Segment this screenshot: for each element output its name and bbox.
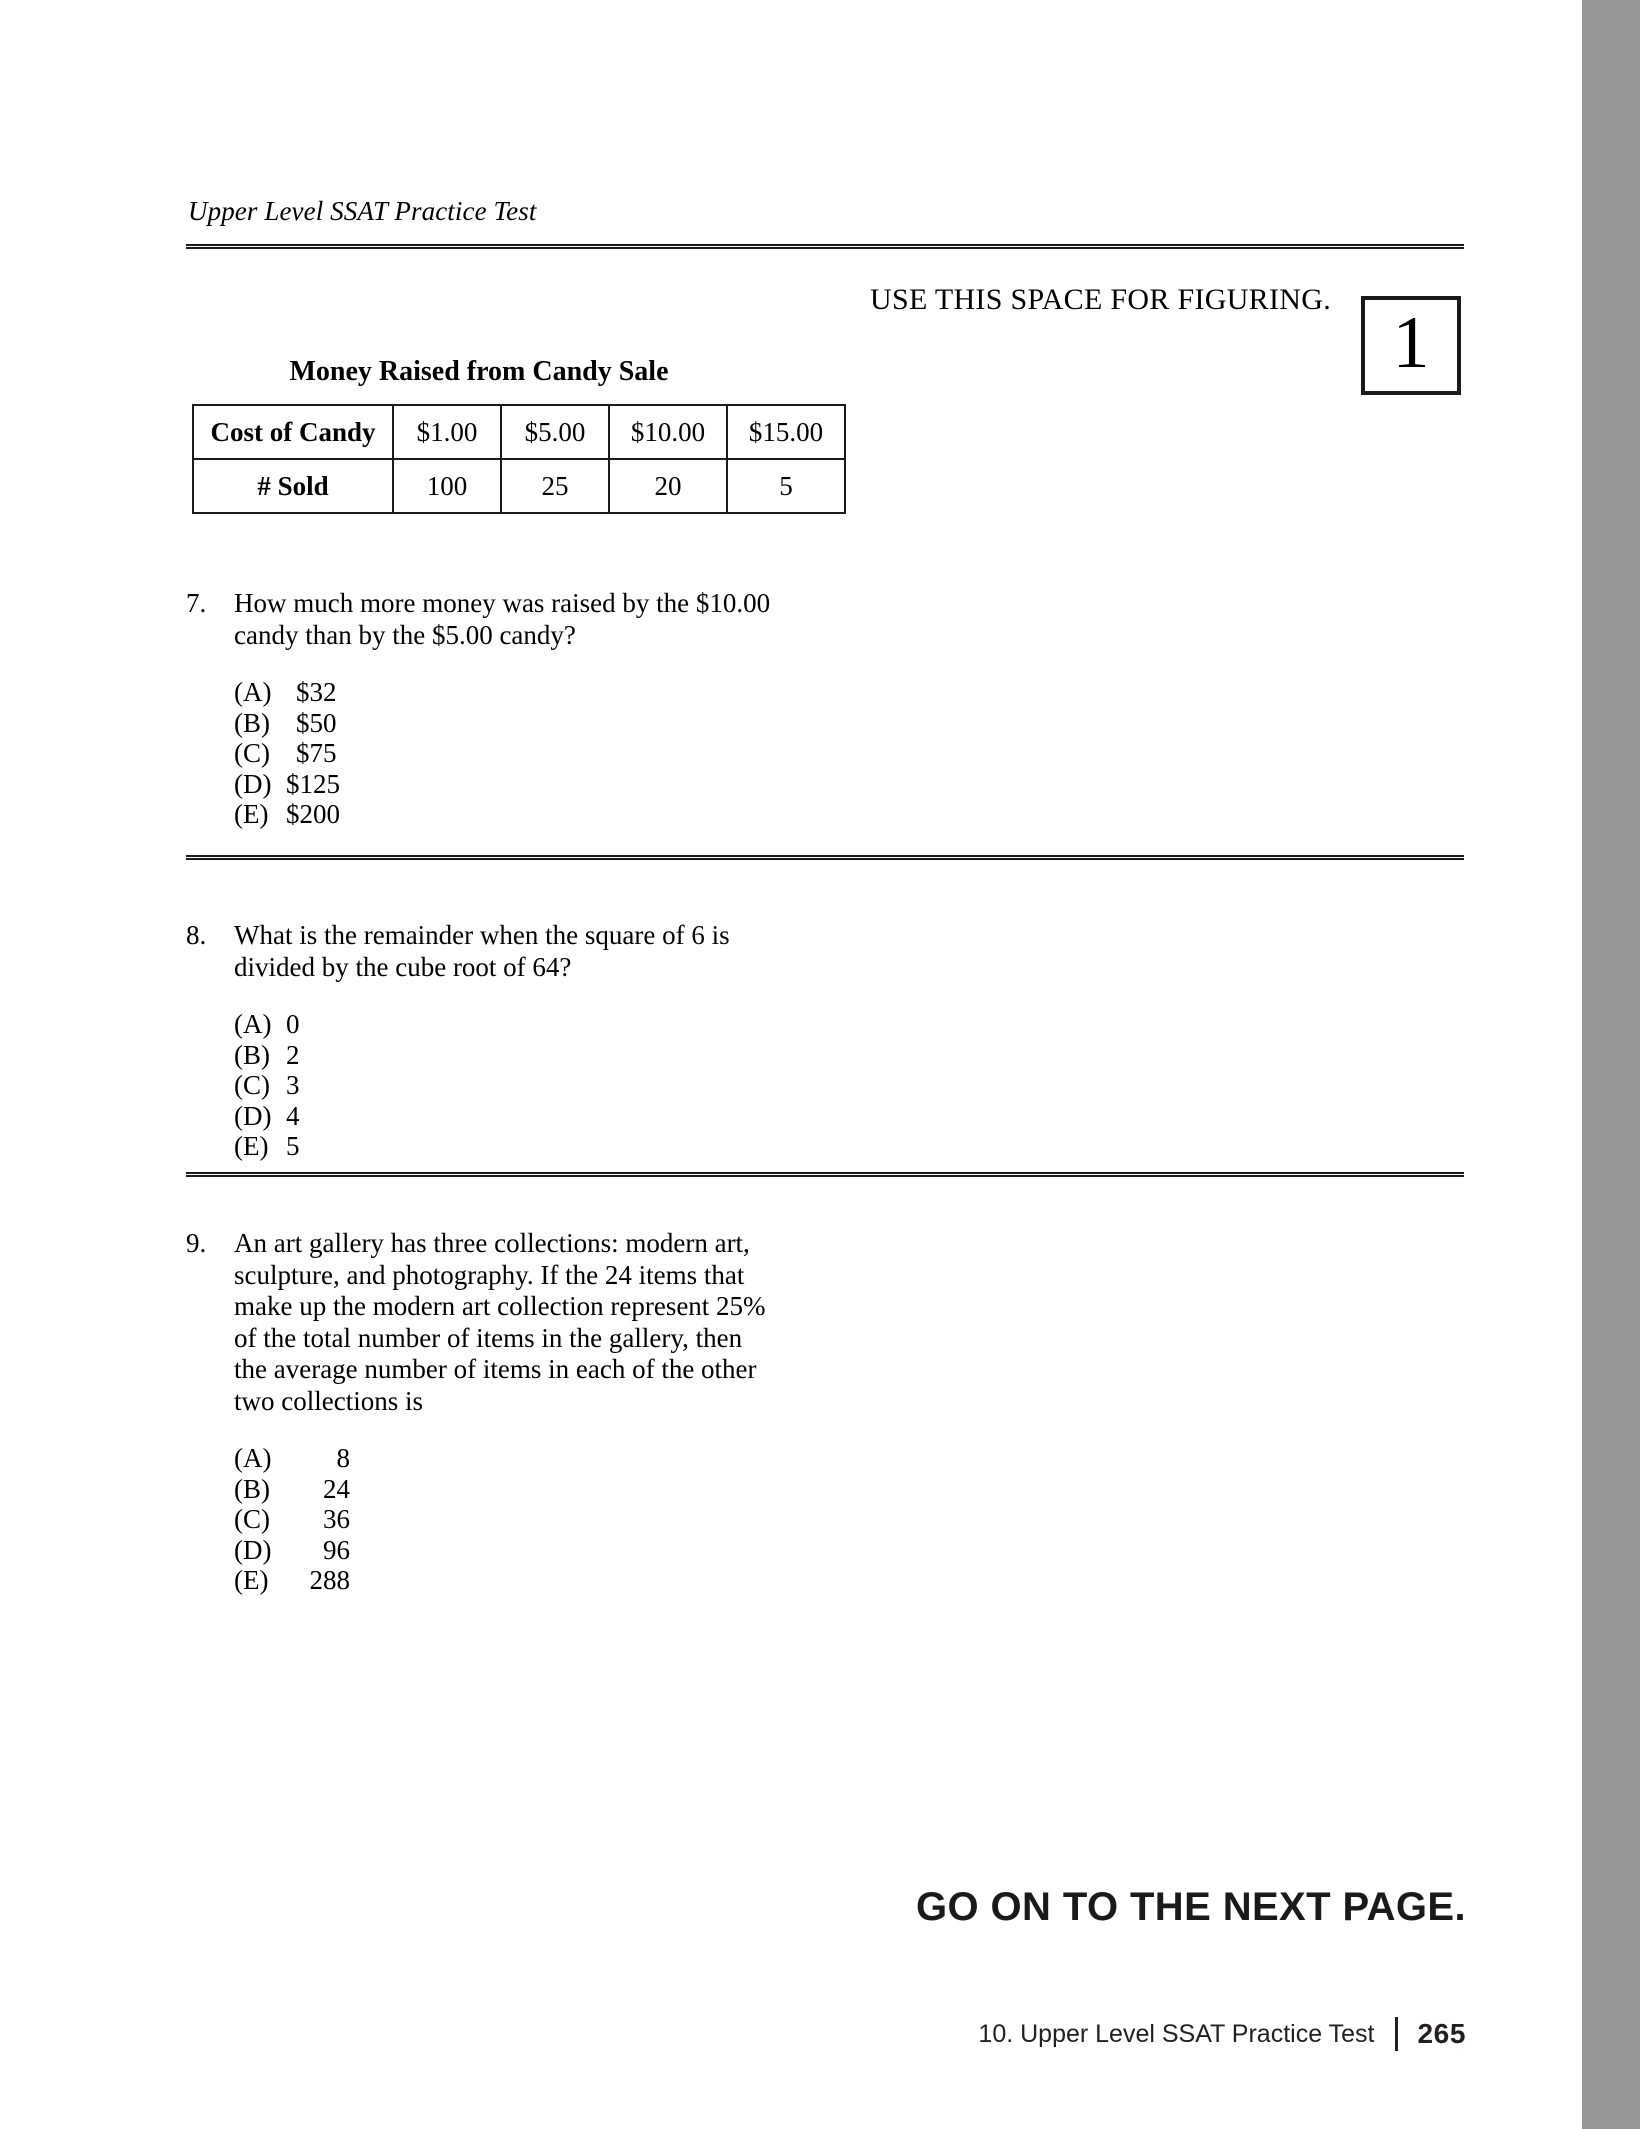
section-number-box: [1361, 296, 1461, 395]
choice-text: $75: [296, 738, 337, 768]
footer-divider: [1395, 2017, 1398, 2051]
question-8-choice-b[interactable]: [234, 1040, 786, 1071]
question-divider-1: [186, 855, 1464, 860]
table-body: [193, 405, 845, 513]
go-on-notice: GO ON TO THE NEXT PAGE.: [915, 1885, 1466, 1929]
table-row: [193, 459, 845, 513]
cost-cell-2: $5.00: [501, 405, 609, 459]
table-row: [193, 405, 845, 459]
question-8-choice-a[interactable]: [234, 1009, 786, 1040]
question-9-stem-line-4: of the total number of items in the gallery, then: [234, 1322, 743, 1353]
choice-letter: (B): [234, 1473, 270, 1504]
question-7-choice-c[interactable]: [234, 738, 786, 769]
choice-letter: (B): [234, 1039, 270, 1070]
question-8-stem-line-1: What is the remainder when the square of 6 is: [234, 920, 730, 950]
question-8-choice-c[interactable]: [234, 1070, 786, 1101]
row-header-sold: # Sold: [193, 459, 393, 513]
question-9-stem-line-2: sculpture, and photography. If the 24 items that: [234, 1259, 745, 1290]
choice-text: 5: [286, 1131, 300, 1161]
question-8-choice-d[interactable]: [234, 1101, 786, 1132]
choice-letter: (A): [234, 1009, 272, 1039]
sold-cell-4: 5: [727, 459, 845, 513]
choice-letter: (E): [234, 799, 269, 829]
header-rule: [186, 244, 1464, 249]
cost-cell-3: $10.00: [609, 405, 727, 459]
choice-text: 2: [286, 1039, 300, 1070]
sold-cell-3: 20: [609, 459, 727, 513]
choice-text: $50: [296, 707, 337, 738]
figure-title: Money Raised from Candy Sale: [289, 356, 669, 387]
choice-letter: (D): [234, 1534, 272, 1565]
choice-text: 36: [323, 1504, 350, 1534]
choice-letter: (C): [234, 1504, 270, 1534]
choice-text: 4: [286, 1100, 300, 1131]
question-9-choices: [234, 1443, 786, 1596]
question-9-stem-line-3: make up the modern art collection represent 25%: [234, 1291, 766, 1321]
question-7-number: 7.: [186, 588, 207, 618]
section-number-value: 1: [1392, 301, 1430, 384]
question-7-stem-line-2: candy than by the $5.00 candy?: [234, 619, 576, 650]
cost-cell-4: $15.00: [727, 405, 845, 459]
question-7-choice-d[interactable]: [234, 769, 786, 800]
choice-text: $200: [286, 799, 340, 829]
question-9-choice-b[interactable]: [234, 1474, 786, 1505]
page-edge-bar: [1582, 0, 1640, 2129]
question-7-stem: [234, 588, 770, 651]
choice-text: 24: [323, 1473, 350, 1504]
question-8-stem-row: [186, 920, 786, 983]
question-9: [186, 1228, 786, 1596]
choice-letter: (D): [234, 768, 272, 799]
choice-text: 8: [336, 1443, 350, 1473]
choice-text: $125: [286, 768, 340, 799]
question-7-choice-e[interactable]: [234, 799, 786, 830]
question-7-stem-line-1: How much more money was raised by the $10.00: [234, 588, 771, 618]
question-7-stem-row: [186, 588, 786, 651]
question-9-choice-e[interactable]: [234, 1565, 786, 1596]
question-9-number: 9.: [186, 1228, 207, 1258]
choice-letter: (E): [234, 1565, 269, 1595]
choice-letter: (B): [234, 707, 270, 738]
sold-cell-2: 25: [501, 459, 609, 513]
choice-text: 288: [309, 1565, 350, 1595]
question-9-choice-c[interactable]: [234, 1504, 786, 1535]
question-7: [186, 588, 786, 830]
choice-text: 0: [286, 1009, 300, 1039]
question-9-stem: [234, 1228, 766, 1417]
candy-sale-table: [192, 404, 846, 514]
question-8-choices: [234, 1009, 786, 1162]
question-9-choice-a[interactable]: [234, 1443, 786, 1474]
row-header-cost: Cost of Candy: [193, 405, 393, 459]
question-9-stem-line-6: two collections is: [234, 1385, 423, 1416]
cost-cell-1: $1.00: [393, 405, 501, 459]
choice-letter: (C): [234, 1070, 270, 1100]
question-8-choice-e[interactable]: [234, 1131, 786, 1162]
question-7-choice-b[interactable]: [234, 708, 786, 739]
choice-text: 96: [323, 1534, 350, 1565]
choice-letter: (C): [234, 738, 270, 768]
question-8: [186, 920, 786, 1162]
question-9-stem-row: [186, 1228, 786, 1417]
choice-text: 3: [286, 1070, 300, 1100]
figuring-space-note: USE THIS SPACE FOR FIGURING.: [870, 283, 1332, 316]
footer-label: 10. Upper Level SSAT Practice Test: [978, 2019, 1375, 2048]
choice-text: $32: [296, 677, 337, 707]
question-7-choices: [234, 677, 786, 830]
page-number: 265: [1417, 2018, 1466, 2049]
page-footer: [0, 2017, 1466, 2051]
question-9-stem-line-1: An art gallery has three collections: modern art,: [234, 1228, 750, 1258]
choice-letter: (A): [234, 677, 272, 707]
choice-letter: (A): [234, 1443, 272, 1473]
question-7-choice-a[interactable]: [234, 677, 786, 708]
question-divider-2: [186, 1172, 1464, 1177]
question-8-stem: [234, 920, 730, 983]
question-8-number: 8.: [186, 920, 207, 950]
running-head: Upper Level SSAT Practice Test: [188, 196, 537, 226]
sold-cell-1: 100: [393, 459, 501, 513]
choice-letter: (E): [234, 1131, 269, 1161]
choice-letter: (D): [234, 1100, 272, 1131]
question-8-stem-line-2: divided by the cube root of 64?: [234, 951, 572, 982]
question-9-choice-d[interactable]: [234, 1535, 786, 1566]
question-9-stem-line-5: the average number of items in each of the other: [234, 1354, 757, 1384]
